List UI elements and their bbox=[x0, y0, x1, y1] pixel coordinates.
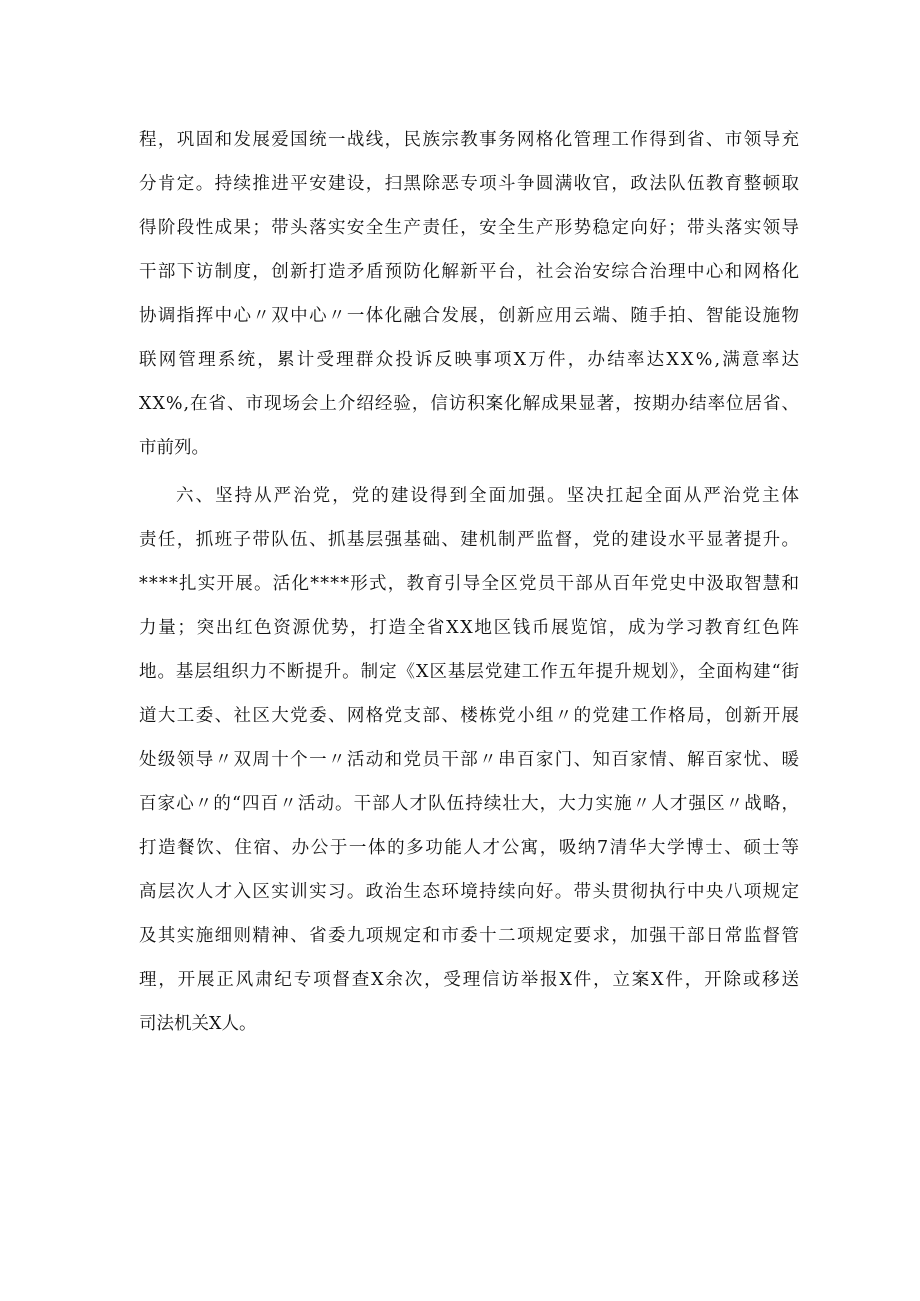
text-line: 六、坚持从严治党，党的建设得到全面加强。坚决扛起全面从严治党主体 bbox=[176, 486, 802, 506]
text-line: 地。基层组织力不断提升。制定《X区基层党建工作五年提升规划》，全面构建“街 bbox=[139, 662, 800, 682]
text-line: 百家心〃的“四百〃活动。干部人才队伍持续壮大，大力实施〃人才强区〃战略， bbox=[139, 794, 801, 814]
text-line: 联网管理系统，累计受理群众投诉反映事项X万件，办结率达XX%,满意率达 bbox=[139, 350, 802, 370]
text-line: 打造餐饮、住宿、办公于一体的多功能人才公寓，吸纳7清华大学博士、硕士等 bbox=[139, 838, 801, 858]
text-line: 力量；突出红色资源优势，打造全省XX地区钱币展览馆，成为学习教育红色阵 bbox=[139, 618, 801, 638]
text-line: 得阶段性成果；带头落实安全生产责任，安全生产形势稳定向好；带头落实领导 bbox=[139, 218, 801, 238]
text-line: 高层次人才入区实训实习。政治生态环境持续向好。带头贯彻执行中央八项规定 bbox=[139, 882, 801, 902]
text-line: 分肯定。持续推进平安建设，扫黑除恶专项斗争圆满收官，政法队伍教育整顿取 bbox=[139, 174, 801, 194]
text-line: 及其实施细则精神、省委九项规定和市委十二项规定要求，加强干部日常监督管 bbox=[139, 926, 801, 946]
text-line: 程，巩固和发展爱国统一战线，民族宗教事务网格化管理工作得到省、市领导充 bbox=[139, 130, 801, 150]
text-line: 处级领导〃双周十个一〃活动和党员干部〃串百家门、知百家情、解百家忧、暖 bbox=[139, 750, 801, 770]
text-line: 责任，抓班子带队伍、抓基层强基础、建机制严监督，党的建设水平显著提升。 bbox=[139, 530, 801, 550]
text-line: 司法机关X人。 bbox=[139, 1014, 257, 1034]
text-line: XX%,在省、市现场会上介绍经验，信访积案化解成果显著，按期办结率位居省、 bbox=[139, 394, 800, 414]
text-line: 理，开展正风肃纪专项督查X余次，受理信访举报X件，立案X件，开除或移送 bbox=[139, 970, 801, 990]
text-line: 干部下访制度，创新打造矛盾预防化解新平台，社会治安综合治理中心和网格化 bbox=[139, 262, 801, 282]
text-line: 协调指挥中心〃双中心〃一体化融合发展，创新应用云端、随手拍、智能设施物 bbox=[139, 306, 801, 326]
text-line: 市前列。 bbox=[139, 438, 209, 458]
text-line: ****扎实开展。活化****形式，教育引导全区党员干部从百年党史中汲取智慧和 bbox=[139, 574, 801, 594]
text-line: 道大工委、社区大党委、网格党支部、楼栋党小组〃的党建工作格局，创新开展 bbox=[139, 706, 801, 726]
